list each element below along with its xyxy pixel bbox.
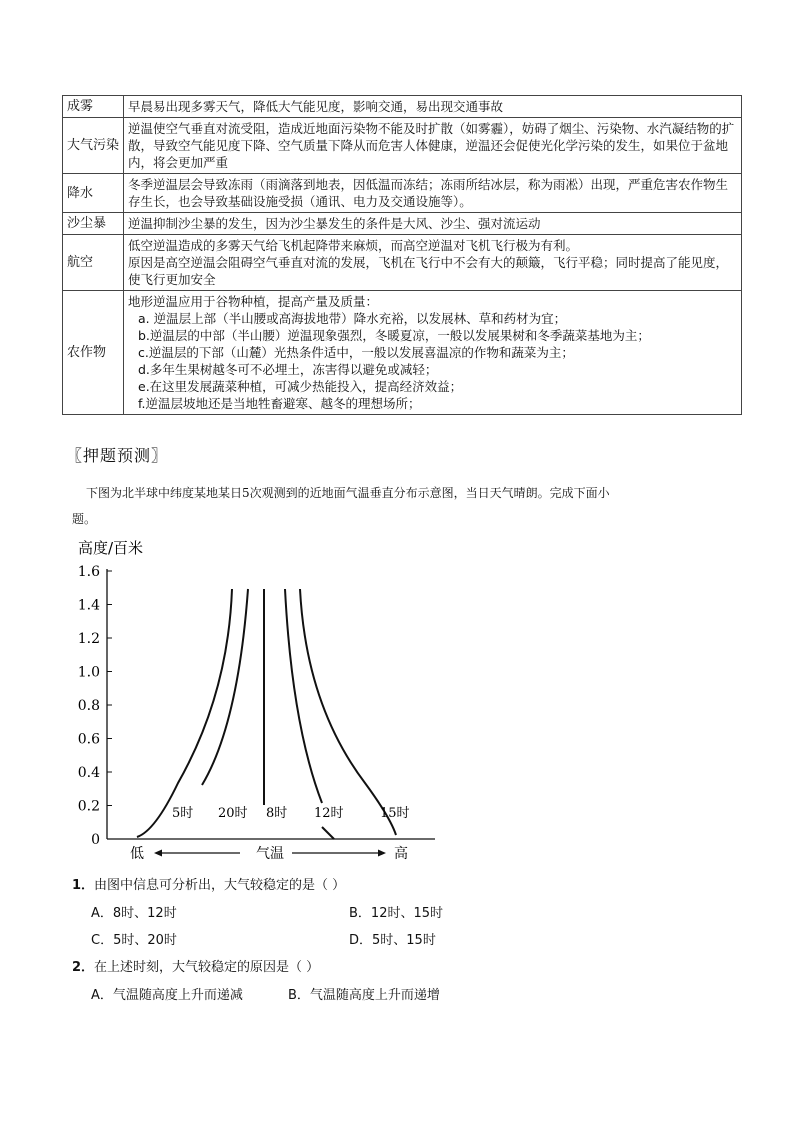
temperature-profile-chart xyxy=(60,535,460,865)
row-key: 航空 xyxy=(63,235,124,291)
question-2-number: 2． xyxy=(72,960,95,975)
curve-5时 xyxy=(137,589,232,837)
section-title: 〖押题预测〗 xyxy=(66,446,169,465)
series-label-12时: 12时 xyxy=(314,806,344,821)
x-high-label: 高 xyxy=(394,846,408,862)
row-line: b.逆温层的中部（半山腰）逆温现象强烈，冬暖夏凉，一般以发展果树和冬季蔬菜基地为主； xyxy=(138,328,650,343)
question-2 xyxy=(72,956,319,975)
row-line: d.多年生果树越冬可不必埋土，冻害得以避免或减轻； xyxy=(138,362,438,377)
table-row xyxy=(63,174,742,213)
y-tick-label: 1.2 xyxy=(77,631,100,647)
series-label-15时: 15时 xyxy=(380,806,410,821)
row-value xyxy=(124,174,742,213)
y-tick-label: 1.4 xyxy=(77,597,100,614)
q1-option-a[interactable]: A．8时、12时 xyxy=(91,906,177,921)
y-axis-title: 高度/百米 xyxy=(78,539,144,557)
series-label-8时: 8时 xyxy=(266,806,288,821)
row-key: 降水 xyxy=(63,174,124,213)
row-line: 早晨易出现多雾天气，降低大气能见度，影响交通，易出现交通事故 xyxy=(128,99,504,114)
arrow-left-icon xyxy=(154,850,162,857)
table-row xyxy=(63,291,742,415)
row-line: e.在这里发展蔬菜种植，可减少热能投入，提高经济效益； xyxy=(138,379,463,394)
q1-option-b[interactable]: B．12时、15时 xyxy=(349,906,444,921)
q2-option-a[interactable]: A．气温随高度上升而递减 xyxy=(91,988,243,1003)
curve-15时 xyxy=(300,589,396,835)
y-tick-label: 0.6 xyxy=(77,731,100,748)
question-1-text: 由图中信息可分析出，大气较稳定的是（ ） xyxy=(94,878,346,893)
arrow-right-icon xyxy=(378,850,386,857)
row-line: 低空逆温造成的多雾天气给飞机起降带来麻烦，而高空逆温对飞机飞行极为有利。 xyxy=(128,238,579,253)
row-line: 冬季逆温层会导致冻雨（雨滴落到地表，因低温而冻结；冻雨所结冰层，称为雨凇）出现，严重危害农作物生存生长，也会导致基础设施受损（通讯、电力及交通设施等）。 xyxy=(128,177,729,209)
q1-option-c[interactable]: C．5时、20时 xyxy=(91,933,177,948)
row-key: 沙尘暴 xyxy=(63,213,124,235)
row-line: 逆温使空气垂直对流受阻，造成近地面污染物不能及时扩散（如雾霾），妨碍了烟尘、污染物、水汽凝结物的扩散，导致空气能见度下降、空气质量下降从而危害人体健康，逆温还会促使光化学污染的发生，如果位于盆地内，将会更加严重 xyxy=(128,121,735,170)
inversion-effects-table xyxy=(62,95,742,415)
q2-option-b[interactable]: B．气温随高度上升而递增 xyxy=(288,988,440,1003)
row-value xyxy=(124,96,742,118)
y-tick-label: 0 xyxy=(91,832,100,848)
question-2-text: 在上述时刻，大气较稳定的原因是（ ） xyxy=(94,960,320,975)
row-key: 大气污染 xyxy=(63,118,124,174)
row-line: c.逆温层的下部（山麓）光热条件适中，一般以发展喜温凉的作物和蔬菜为主； xyxy=(138,345,574,360)
y-tick-label: 0.2 xyxy=(77,798,100,815)
y-tick-label: 1.6 xyxy=(77,564,100,580)
row-line: 原因是高空逆温会阻碍空气垂直对流的发展，飞机在飞行中不会有大的颠簸，飞行平稳；同时提高了能见度，使飞行更加安全 xyxy=(128,255,729,287)
row-line: 地形逆温应用于谷物种植，提高产量及质量： xyxy=(128,294,379,309)
question-1 xyxy=(72,874,345,893)
table-row xyxy=(63,235,742,291)
intro-line-2: 题。 xyxy=(72,512,97,526)
y-tick-label: 1.0 xyxy=(77,664,100,681)
table-row xyxy=(63,96,742,118)
row-value xyxy=(124,291,742,415)
row-line: f.逆温层坡地还是当地牲畜避寒、越冬的理想场所； xyxy=(138,396,421,411)
table-row xyxy=(63,213,742,235)
x-low-label: 低 xyxy=(130,846,144,862)
table-row xyxy=(63,118,742,174)
row-line: a. 逆温层上部（半山腰或高海拔地带）降水充裕，以发展林、草和药材为宜； xyxy=(138,311,567,326)
curve-20时 xyxy=(202,589,248,785)
question-1-number: 1． xyxy=(72,878,95,893)
y-tick-label: 0.4 xyxy=(77,765,100,781)
row-value xyxy=(124,213,742,235)
row-key: 成雾 xyxy=(63,96,124,118)
row-value xyxy=(124,235,742,291)
y-tick-label: 0.8 xyxy=(77,698,100,714)
row-value xyxy=(124,118,742,174)
series-label-20时: 20时 xyxy=(218,806,248,821)
x-axis-title: 气温 xyxy=(256,846,284,862)
curve-12时-base xyxy=(322,827,334,839)
row-key: 农作物 xyxy=(63,291,124,415)
question-intro xyxy=(72,480,746,532)
series-label-5时: 5时 xyxy=(172,806,194,821)
q1-option-d[interactable]: D．5时、15时 xyxy=(349,933,436,948)
intro-line-1: 下图为北半球中纬度某地某日5次观测到的近地面气温垂直分布示意图，当日天气晴朗。完成下面小 xyxy=(86,486,610,500)
row-line: 逆温抑制沙尘暴的发生，因为沙尘暴发生的条件是大风、沙尘、强对流运动 xyxy=(128,216,541,231)
